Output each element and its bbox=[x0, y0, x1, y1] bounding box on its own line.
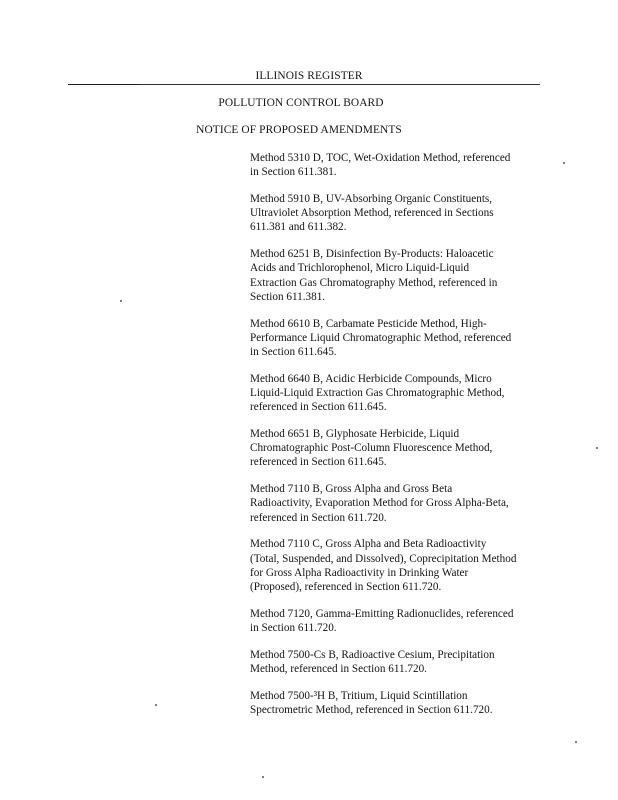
scan-speck bbox=[596, 447, 598, 449]
register-title: ILLINOIS REGISTER bbox=[255, 70, 363, 82]
method-entry-line: Liquid-Liquid Extraction Gas Chromatographic Method, bbox=[250, 387, 505, 400]
method-entry-line: Method 7500-Cs B, Radioactive Cesium, Precipitation bbox=[250, 648, 495, 661]
method-entry-line: Method 7500-³H B, Tritium, Liquid Scintillation bbox=[250, 689, 468, 702]
method-entry-line: (Proposed), referenced in Section 611.720. bbox=[250, 581, 442, 594]
method-entry-line: Extraction Gas Chromatography Method, referenced in bbox=[250, 276, 498, 289]
method-entry-line: Method 6251 B, Disinfection By-Products: Haloacetic bbox=[250, 248, 494, 261]
method-entry bbox=[250, 537, 550, 594]
method-list bbox=[250, 151, 550, 730]
method-entry-line: (Total, Suspended, and Dissolved), Coprecipitation Method bbox=[250, 552, 517, 565]
method-entry-line: Performance Liquid Chromatographic Method, referenced bbox=[250, 331, 512, 344]
method-entry-line: Method 5310 D, TOC, Wet-Oxidation Method, referenced bbox=[250, 152, 511, 164]
method-entry bbox=[250, 607, 550, 635]
method-entry-line: 611.381 and 611.382. bbox=[250, 221, 347, 234]
method-entry-line: Method 6640 B, Acidic Herbicide Compounds, Micro bbox=[250, 372, 492, 385]
method-entry bbox=[250, 372, 550, 415]
method-entry-line: in Section 611.645. bbox=[250, 346, 337, 359]
method-entry-line: Method 7110 C, Gross Alpha and Beta Radioactivity bbox=[250, 538, 487, 551]
method-entry-line: Method 7120, Gamma-Emitting Radionuclides, referenced bbox=[250, 607, 514, 620]
method-entry-line: referenced in Section 611.720. bbox=[250, 511, 387, 524]
scan-speck bbox=[575, 741, 577, 743]
method-entry-line: Acids and Trichlorophenol, Micro Liquid-Liquid bbox=[250, 262, 470, 275]
method-entry-line: referenced in Section 611.645. bbox=[250, 401, 387, 414]
scan-speck bbox=[155, 704, 157, 706]
board-name: POLLUTION CONTROL BOARD bbox=[218, 97, 384, 109]
scan-speck bbox=[563, 162, 565, 164]
method-entry-line: Chromatographic Post-Column Fluorescence Method, bbox=[250, 442, 493, 455]
method-entry bbox=[250, 648, 550, 676]
notice-title: NOTICE OF PROPOSED AMENDMENTS bbox=[196, 124, 402, 136]
method-entry-line: for Gross Alpha Radioactivity in Drinking Water bbox=[250, 566, 469, 579]
method-entry-line: Ultraviolet Absorption Method, referenced in Sections bbox=[250, 207, 494, 220]
method-entry-line: Method 6651 B, Glyphosate Herbicide, Liquid bbox=[250, 428, 460, 441]
method-entry bbox=[250, 427, 550, 470]
method-entry-line: Method 5910 B, UV-Absorbing Organic Constituents, bbox=[250, 193, 493, 205]
method-entry-line: Method, referenced in Section 611.720. bbox=[250, 663, 427, 676]
method-entry-line: in Section 611.381. bbox=[250, 166, 337, 179]
method-entry bbox=[250, 482, 550, 525]
scan-speck bbox=[262, 776, 264, 778]
method-entry-line: Method 7110 B, Gross Alpha and Gross Beta bbox=[250, 483, 453, 496]
method-entry-line: referenced in Section 611.645. bbox=[250, 456, 387, 469]
method-entry-line: Section 611.381. bbox=[250, 290, 326, 303]
method-entry-line: Radioactivity, Evaporation Method for Gross Alpha-Beta, bbox=[250, 497, 509, 510]
method-entry-line: Spectrometric Method, referenced in Section 611.720. bbox=[250, 704, 493, 717]
scan-speck bbox=[120, 300, 122, 302]
header-rule-main bbox=[140, 84, 540, 85]
header-rule-left bbox=[68, 84, 140, 85]
method-entry bbox=[250, 689, 550, 717]
method-entry bbox=[250, 247, 550, 304]
method-entry-line: Method 6610 B, Carbamate Pesticide Method, High- bbox=[250, 317, 487, 330]
method-entry bbox=[250, 151, 550, 179]
method-entry bbox=[250, 192, 550, 235]
method-entry bbox=[250, 317, 550, 360]
method-entry-line: in Section 611.720. bbox=[250, 622, 337, 635]
